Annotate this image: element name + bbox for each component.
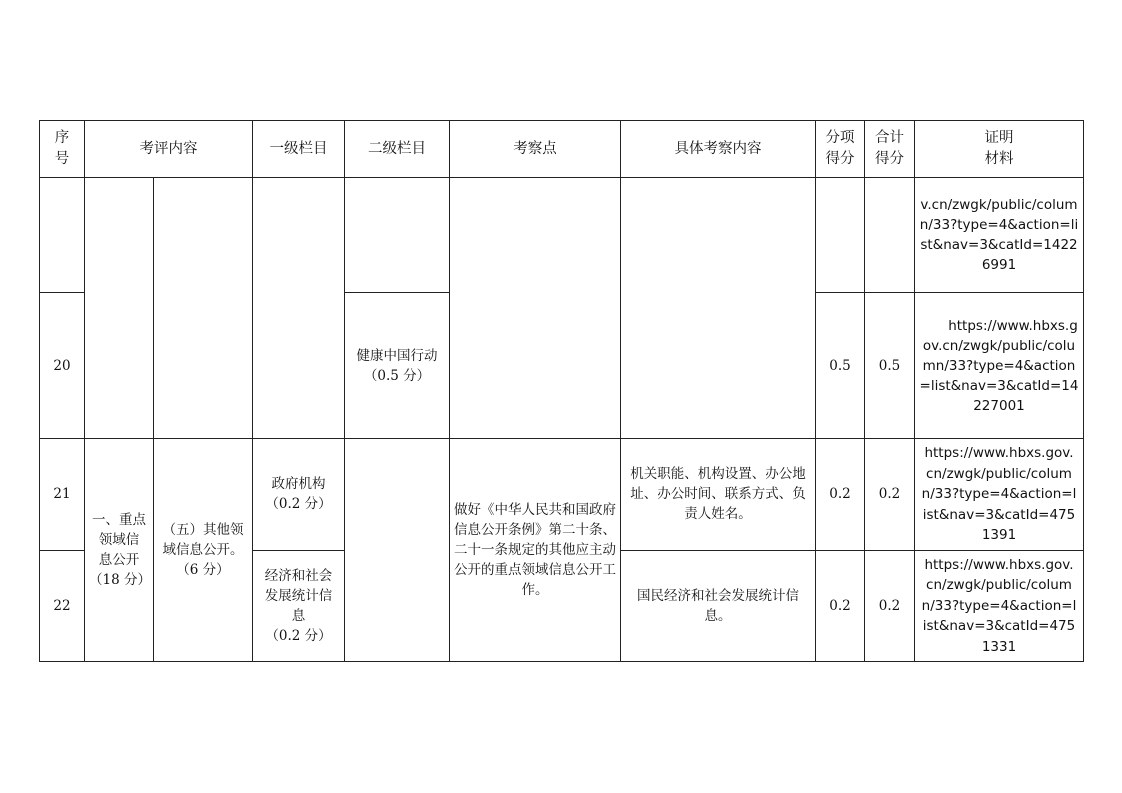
header-content: 考评内容 [85, 121, 253, 178]
header-level1: 一级栏目 [253, 121, 345, 178]
cell-seq: 21 [40, 439, 85, 551]
cell-seq-empty [40, 178, 85, 293]
header-seq: 序 号 [40, 121, 85, 178]
cell-specific: 国民经济和社会发展统计信息。 [621, 550, 816, 662]
cell-category: 一、重点 领域信 息公开 （18 分） [85, 439, 154, 662]
header-item-score: 分项 得分 [816, 121, 865, 178]
cell-level1-empty [253, 178, 345, 439]
evidence-link[interactable]: https://www.hbxs.gov.cn/zwgk/public/column/33?type=4&action=list&nav=3&catId=14227001 [915, 293, 1084, 439]
cell-total-score-empty [865, 178, 915, 293]
cell-item-score-empty [816, 178, 865, 293]
header-evidence: 证明 材料 [915, 121, 1084, 178]
cell-level1: 政府机构 （0.2 分） [253, 439, 345, 551]
cell-level2-empty [345, 178, 450, 293]
cell-specific-empty [621, 178, 816, 439]
header-total-score: 合计 得分 [865, 121, 915, 178]
table-row-21 [40, 439, 1084, 551]
cell-level1: 经济和社会 发展统计信 息 （0.2 分） [253, 550, 345, 662]
evaluation-table [39, 120, 1084, 662]
cell-seq: 22 [40, 550, 85, 662]
cell-level2: 健康中国行动 （0.5 分） [345, 293, 450, 439]
cell-subcategory-empty [154, 178, 253, 439]
evidence-link[interactable]: https://www.hbxs.gov.cn/zwgk/public/column/33?type=4&action=list&nav=3&catId=4751331 [915, 550, 1084, 662]
cell-check-point: 做好《中华人民共和国政府信息公开条例》第二十条、二十一条规定的其他应主动公开的重点领域信息公开工作。 [450, 439, 621, 662]
cell-category-empty [85, 178, 154, 439]
header-level2: 二级栏目 [345, 121, 450, 178]
cell-seq: 20 [40, 293, 85, 439]
cell-total-score: 0.5 [865, 293, 915, 439]
table-row-continued [40, 178, 1084, 293]
cell-item-score: 0.5 [816, 293, 865, 439]
cell-level2-empty [345, 439, 450, 662]
cell-specific: 机关职能、机构设置、办公地址、办公时间、联系方式、负责人姓名。 [621, 439, 816, 551]
cell-subcategory: （五）其他领 域信息公开。 （6 分） [154, 439, 253, 662]
cell-item-score: 0.2 [816, 550, 865, 662]
evidence-link[interactable]: v.cn/zwgk/public/column/33?type=4&action=list&nav=3&catId=14226991 [915, 178, 1084, 293]
header-row [40, 121, 1084, 178]
cell-total-score: 0.2 [865, 550, 915, 662]
cell-total-score: 0.2 [865, 439, 915, 551]
cell-item-score: 0.2 [816, 439, 865, 551]
header-specific: 具体考察内容 [621, 121, 816, 178]
header-check-point: 考察点 [450, 121, 621, 178]
evidence-link[interactable]: https://www.hbxs.gov.cn/zwgk/public/column/33?type=4&action=list&nav=3&catId=4751391 [915, 439, 1084, 551]
cell-check-point-empty [450, 178, 621, 439]
